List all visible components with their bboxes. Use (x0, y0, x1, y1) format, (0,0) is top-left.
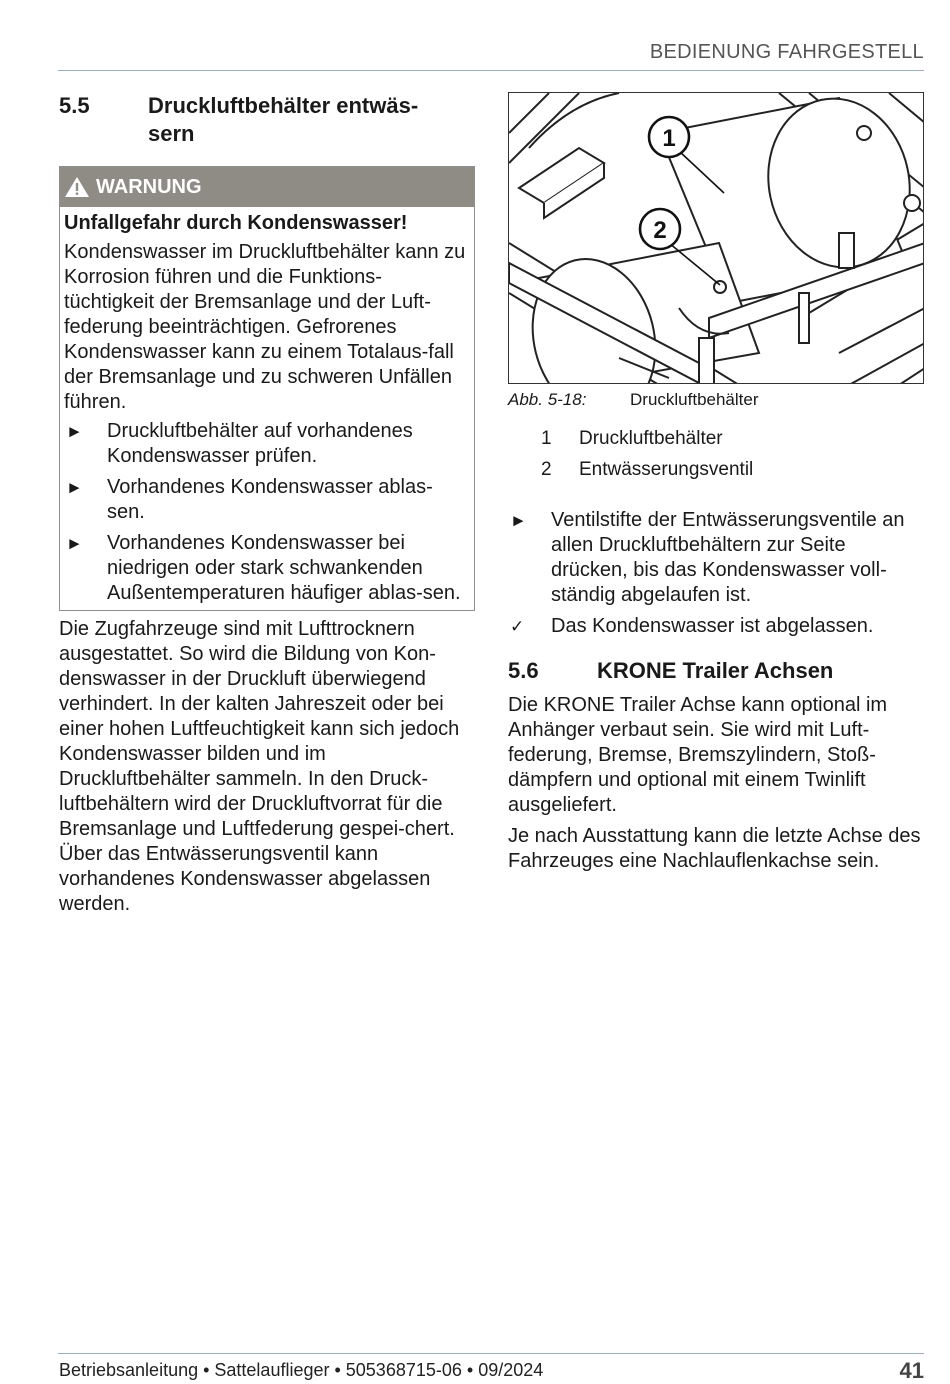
section-title (148, 92, 475, 148)
warning-subtitle: Unfallgefahr durch Kondenswasser! (64, 212, 408, 234)
legend-number: 2 (541, 459, 552, 480)
right-column (508, 92, 924, 874)
figure-air-tanks (508, 92, 924, 384)
arrow-icon: ► (510, 511, 527, 530)
section-title-line2: sern (148, 121, 195, 146)
arrow-icon: ► (66, 478, 83, 497)
section-heading-5-5 (59, 92, 475, 148)
warning-header (60, 167, 474, 207)
section-heading-5-6 (508, 657, 924, 685)
callout-2-label: 2 (653, 217, 667, 244)
section-number: 5.5 (59, 93, 90, 118)
legend-text: Druckluftbehälter (579, 428, 723, 449)
figure-caption-label: Abb. 5-18: (508, 390, 587, 409)
footer-rule (58, 1353, 924, 1354)
arrow-icon: ► (66, 534, 83, 553)
section-title-line1: Druckluftbehälter entwäs- (148, 93, 419, 118)
header-rule (58, 70, 924, 71)
warning-steps (64, 419, 470, 606)
warning-triangle-icon (64, 176, 90, 198)
legend-text: Entwässerungsventil (579, 459, 754, 480)
warning-text: Kondenswasser im Druckluftbehälter kann zu Korrosion führen und die Funktions-tüchtigkeit der Bremsanlage und der Luft-federung beeinträchtigen. Gefrorenes Kondenswasser kann zu einem Totalaus-fall der Bremsanlage und zu schweren Unfällen führen. (64, 241, 466, 413)
section-paragraph-1: Die KRONE Trailer Achse kann optional im Anhänger verbaut sein. Sie wird mit Luft-federung, Bremse, Bremszylindern, Stoß-dämpfern und optional mit einem Twinlift ausgeliefert. (508, 694, 888, 816)
warning-step (64, 531, 470, 606)
action-result (508, 614, 924, 639)
legend-item (508, 426, 924, 451)
section-title: KRONE Trailer Achsen (597, 658, 834, 683)
warning-box (59, 166, 475, 611)
action-result-text: Das Kondenswasser ist abgelassen. (551, 615, 874, 637)
action-step (508, 508, 924, 608)
section-number: 5.6 (508, 658, 539, 683)
figure-legend (508, 426, 924, 482)
warning-label: WARNUNG (96, 175, 202, 198)
section-paragraph-2: Je nach Ausstattung kann die letzte Achse des Fahrzeuges eine Nachlauflenkachse sein. (508, 825, 921, 872)
warning-step-text: Vorhandenes Kondenswasser bei niedrigen oder stark schwankenden Außentemperaturen häufiger ablas-sen. (107, 532, 461, 604)
legend-number: 1 (541, 428, 552, 449)
page-number: 41 (899, 1358, 924, 1383)
callout-1 (649, 117, 689, 157)
section-body-text: Die Zugfahrzeuge sind mit Lufttrocknern ausgestattet. So wird die Bildung von Kon-denswasser in der Druckluft überwiegend verhindert. In der kalten Jahreszeit oder bei einer hohen Luftfeuchtigkeit kann sich jedoch Kondenswasser bilden und im Druckluftbehälter sammeln. In den Druck-luftbehältern wird der Druckluftvorrat für die Bremsanlage und Luftfederung gespei-chert. Über das Entwässerungsventil kann vorhandenes Kondenswasser abgelassen werden. (59, 618, 460, 915)
checkmark-icon: ✓ (510, 617, 525, 636)
header-title: BEDIENUNG FAHRGESTELL (649, 41, 924, 63)
figure-caption (508, 390, 924, 410)
warning-step-text: Druckluftbehälter auf vorhandenes Kondenswasser prüfen. (107, 420, 413, 467)
action-step-text: Ventilstifte der Entwässerungsventile an allen Druckluftbehältern zur Seite drücken, bis das Kondenswasser voll-ständig abgelaufen ist. (551, 509, 905, 606)
warning-step-text: Vorhandenes Kondenswasser ablas-sen. (107, 476, 433, 523)
warning-step (64, 419, 470, 469)
left-column (59, 92, 475, 917)
air-tank-illustration (509, 93, 924, 384)
warning-step (64, 475, 470, 525)
figure-caption-text: Druckluftbehälter (630, 390, 759, 409)
arrow-icon: ► (66, 422, 83, 441)
callout-1-label: 1 (662, 125, 676, 152)
footer-text: Betriebsanleitung • Sattelauflieger • 505368715-06 • 09/2024 (59, 1360, 544, 1380)
action-steps (508, 508, 924, 639)
callout-2 (640, 209, 680, 249)
legend-item (508, 457, 924, 482)
warning-body (60, 207, 474, 610)
